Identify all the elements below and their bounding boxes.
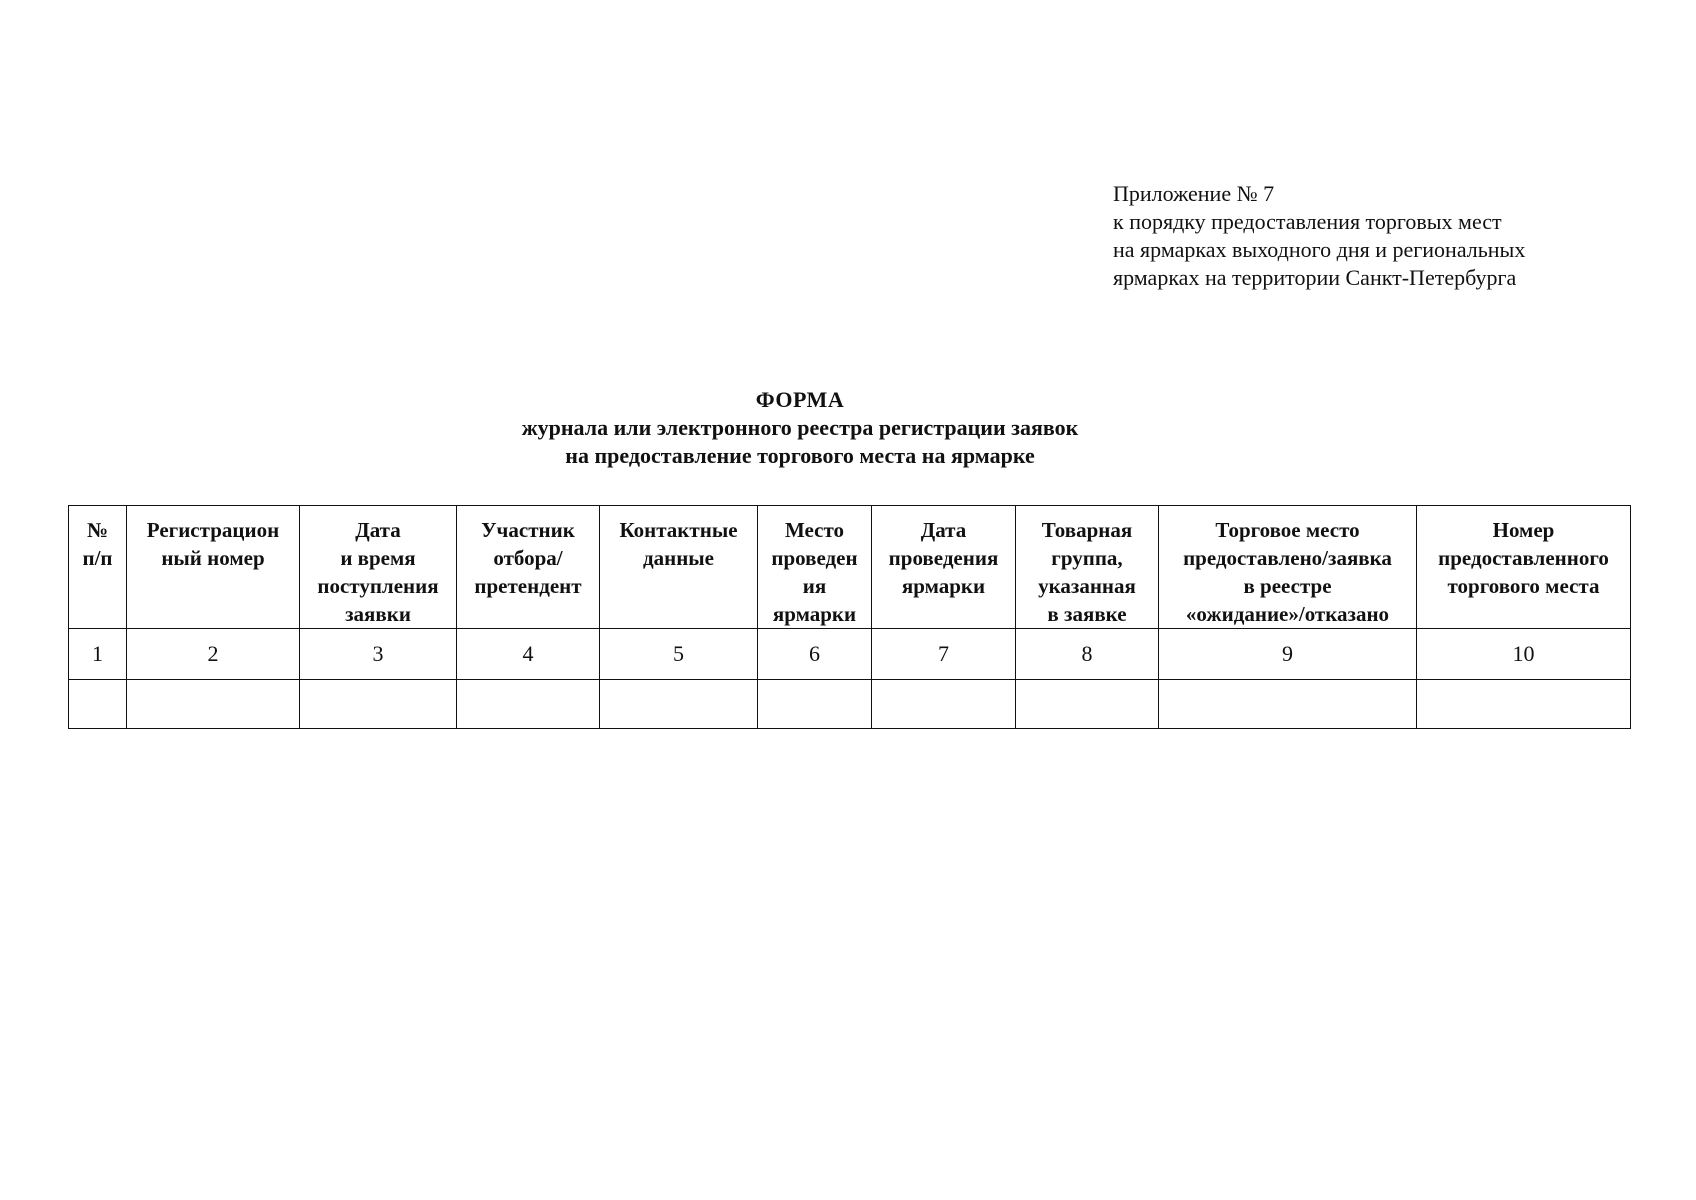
column-number-cell: 1 [69,629,127,680]
form-title-line: на предоставление торгового места на ярмарке [565,443,1035,468]
empty-cell [300,680,457,729]
empty-cell [872,680,1016,729]
header-text: п/п [82,546,113,570]
column-number-cell: 7 [872,629,1016,680]
header-text: заявки [345,602,411,626]
column-number-cell: 3 [300,629,457,680]
header-text: Контактные [619,518,738,542]
header-text: Место [785,518,844,542]
empty-cell [1159,680,1417,729]
empty-cell [127,680,300,729]
annex-line: ярмарках на территории Санкт-Петербурга [1113,265,1517,290]
header-text: ный номер [161,546,265,570]
header-cell-date-time-received [300,506,457,629]
column-number-cell: 4 [457,629,600,680]
header-cell-fair-location [758,506,872,629]
header-text: предоставлено/заявка [1183,546,1392,570]
header-text: Товарная [1041,518,1133,542]
form-title-line: журнала или электронного реестра регистрации заявок [521,415,1079,440]
column-number-cell: 10 [1417,629,1631,680]
empty-cell [1016,680,1159,729]
empty-cell [758,680,872,729]
header-text: и время [340,546,416,570]
header-cell-place-number [1417,506,1631,629]
header-text: ия [802,574,827,598]
header-text: в заявке [1047,602,1127,626]
empty-cell [600,680,758,729]
empty-cell [1417,680,1631,729]
header-text: Участник [481,518,575,542]
header-cell-place-status [1159,506,1417,629]
header-cell-number [69,506,127,629]
header-text: группа, [1051,546,1123,570]
header-cell-registration-number [127,506,300,629]
registration-journal-table [68,505,1631,729]
header-text: ярмарки [772,602,857,626]
form-title [0,386,1600,470]
header-text: торгового места [1447,574,1600,598]
annex-line: на ярмарках выходного дня и региональных [1113,237,1526,262]
header-cell-contact-details [600,506,758,629]
header-text: проведения [888,546,999,570]
header-text: Регистрацион [146,518,280,542]
column-number-row [69,629,1631,680]
header-cell-fair-date [872,506,1016,629]
empty-cell [69,680,127,729]
header-text: ярмарки [901,574,986,598]
header-text: указанная [1038,574,1136,598]
header-text: отбора/ [493,546,563,570]
column-number-cell: 8 [1016,629,1159,680]
annex-line: к порядку предоставления торговых мест [1113,209,1502,234]
header-text: проведен [771,546,858,570]
column-number-cell: 5 [600,629,758,680]
table-header-row [69,506,1631,629]
header-text: № [86,518,109,542]
header-text: Номер [1492,518,1555,542]
empty-entry-row [69,680,1631,729]
empty-cell [457,680,600,729]
header-text: «ожидание»/отказано [1185,602,1390,626]
annex-note [1113,180,1525,292]
form-title-main: ФОРМА [755,387,845,412]
header-cell-participant [457,506,600,629]
header-cell-product-group [1016,506,1159,629]
header-text: Дата [355,518,401,542]
column-number-cell: 9 [1159,629,1417,680]
column-number-cell: 2 [127,629,300,680]
header-text: поступления [317,574,439,598]
header-text: претендент [474,574,582,598]
annex-line: Приложение № 7 [1113,181,1275,206]
header-text: в реестре [1243,574,1332,598]
header-text: предоставленного [1438,546,1609,570]
header-text: Торговое место [1215,518,1360,542]
column-number-cell: 6 [758,629,872,680]
header-text: Дата [920,518,967,542]
header-text: данные [642,546,715,570]
